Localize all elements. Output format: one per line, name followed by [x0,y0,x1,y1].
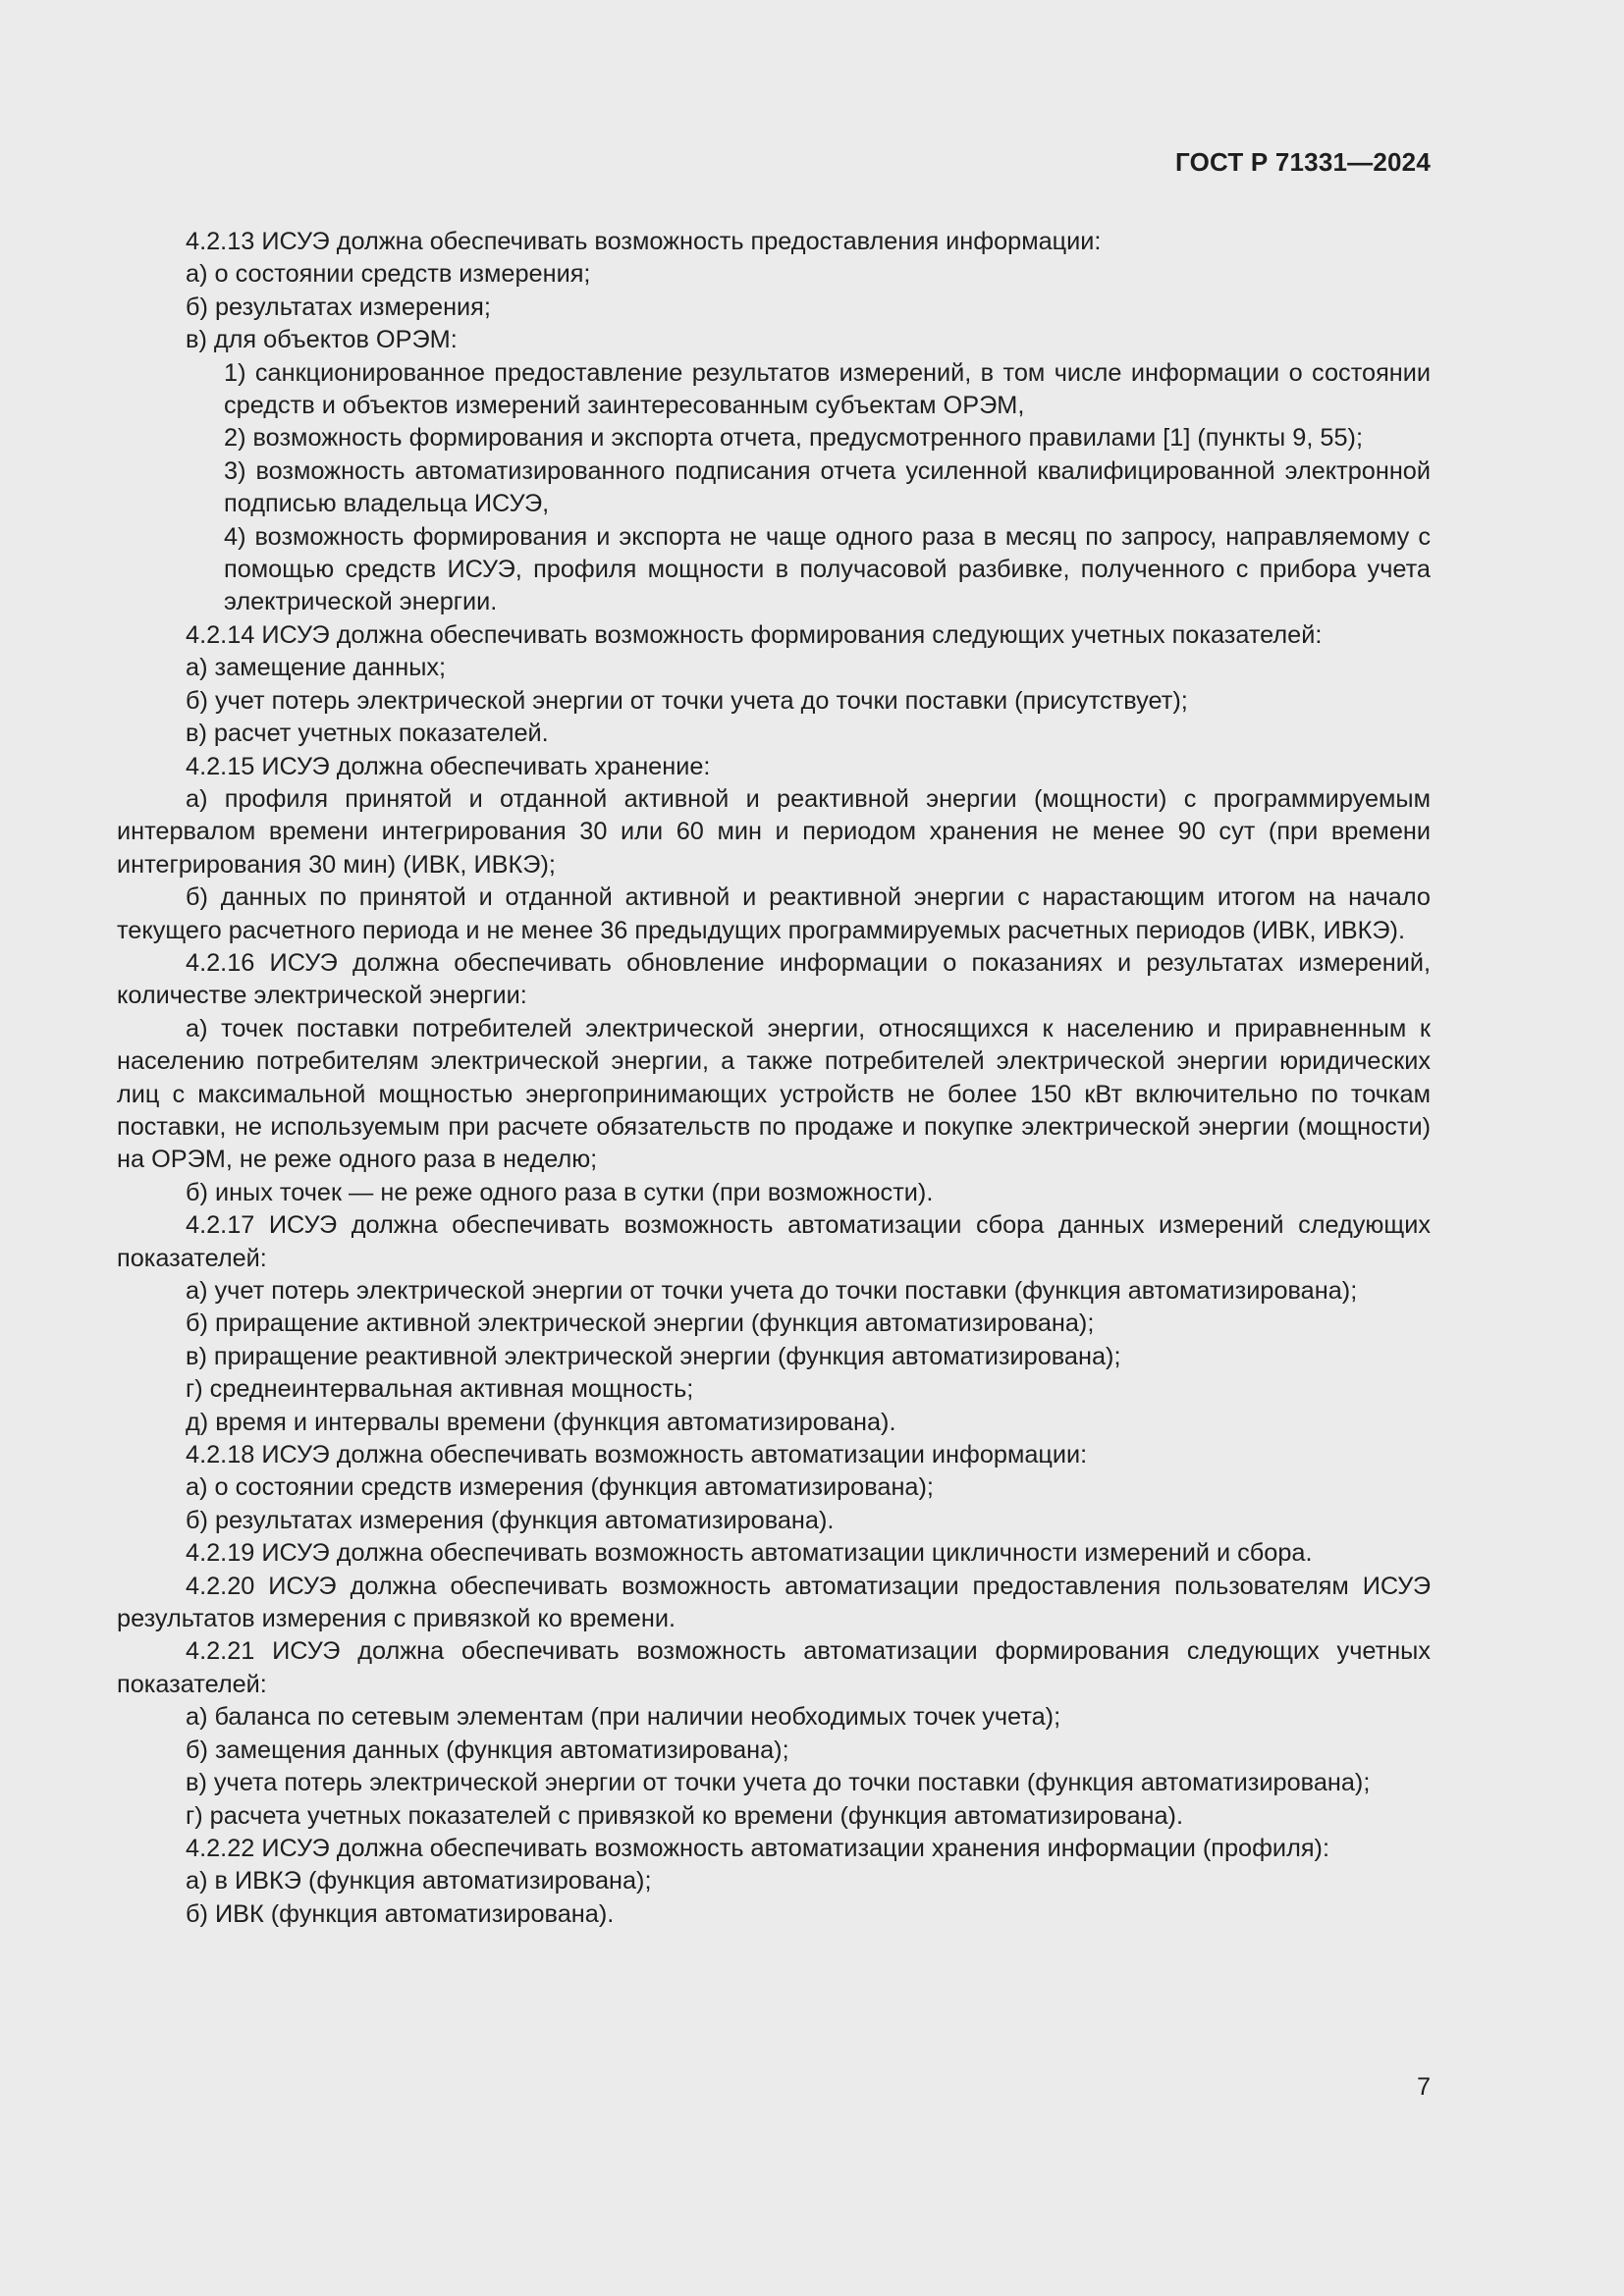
list-item: а) о состоянии средств измерения; [186,260,591,289]
paragraph: 4.2.22 ИСУЭ должна обеспечивать возможность автоматизации хранения информации (профиля): [186,1834,1329,1862]
sub-list-item: 2) возможность формирования и экспорта отчета, предусмотренного правилами [1] (пункты 9, 55); [224,424,1363,453]
sub-list-item: 3) возможность автоматизированного подписания отчета усиленной квалифицированной электронной подписью владельца ИСУЭ, [224,456,1431,518]
document-body [117,226,1431,1931]
list-item: б) результатах измерения; [186,293,491,321]
sub-list-item: 1) санкционированное предоставление результатов измерений, в том числе информации о состоянии средств и объектов измерений заинтересованным субъектам ОРЭМ, [224,358,1431,420]
list-item: б) данных по принятой и отданной активной и реактивной энергии с нарастающим итогом на начало текущего расчетного периода и не менее 36 предыдущих программируемых расчетных периодов (ИВК, ИВКЭ). [117,883,1431,944]
paragraph: 4.2.15 ИСУЭ должна обеспечивать хранение: [186,752,711,780]
list-item: а) точек поставки потребителей электрической энергии, относящихся к населению и приравненным к населению потребителям электрической энергии, а также потребителей электрической энергии юридических лиц с максимальной мощностью энергопринимающих устройств не более 150 кВт включительно по точкам поставки, не используемым при расчете обязательств по продаже и покупке электрической энергии (мощности) на ОРЭМ, не реже одного раза в неделю; [117,1014,1431,1174]
paragraph: 4.2.16 ИСУЭ должна обеспечивать обновление информации о показаниях и результатах измерений, количестве электрической энергии: [117,948,1431,1010]
list-item: а) профиля принятой и отданной активной и реактивной энергии (мощности) с программируемым интервалом времени интегрирования 30 или 60 мин и периодом хранения не менее 90 сут (при времени интегрирования 30 мин) (ИВК, ИВКЭ); [117,784,1431,879]
list-item: г) расчета учетных показателей с привязкой ко времени (функция автоматизирована). [186,1801,1184,1830]
list-item: б) приращение активной электрической энергии (функция автоматизирована); [186,1309,1095,1338]
list-item: б) иных точек — не реже одного раза в сутки (при возможности). [186,1178,934,1206]
list-item: в) приращение реактивной электрической энергии (функция автоматизирована); [186,1342,1121,1370]
list-item: в) для объектов ОРЭМ: [186,326,458,354]
document-code-header: ГОСТ Р 71331—2024 [1175,147,1431,177]
list-item: б) результатах измерения (функция автоматизирована). [186,1506,835,1534]
list-item: д) время и интервалы времени (функция автоматизирована). [186,1408,896,1436]
list-item: в) расчет учетных показателей. [186,720,549,748]
paragraph: 4.2.20 ИСУЭ должна обеспечивать возможность автоматизации предоставления пользователям ИСУЭ результатов измерения с привязкой ко времени. [117,1572,1431,1633]
list-item: б) ИВК (функция автоматизирована). [186,1899,615,1928]
list-item: а) в ИВКЭ (функция автоматизирована); [186,1867,652,1896]
paragraph: 4.2.18 ИСУЭ должна обеспечивать возможность автоматизации информации: [186,1441,1088,1469]
list-item: а) баланса по сетевым элементам (при наличии необходимых точек учета); [186,1703,1061,1732]
list-item: а) о состоянии средств измерения (функция автоматизирована); [186,1473,934,1502]
sub-list-item: 4) возможность формирования и экспорта не чаще одного раза в месяц по запросу, направляемому с помощью средств ИСУЭ, профиля мощности в получасовой разбивке, полученного с прибора учета электрической энергии. [224,522,1431,616]
list-item: б) учет потерь электрической энергии от точки учета до точки поставки (присутствует); [186,686,1188,715]
paragraph: 4.2.21 ИСУЭ должна обеспечивать возможность автоматизации формирования следующих учетных показателей: [117,1637,1431,1698]
list-item: а) замещение данных; [186,654,447,682]
page-number: 7 [1417,2073,1431,2101]
paragraph: 4.2.14 ИСУЭ должна обеспечивать возможность формирования следующих учетных показателей: [186,620,1323,649]
paragraph: 4.2.19 ИСУЭ должна обеспечивать возможность автоматизации цикличности измерений и сбора. [186,1539,1313,1568]
list-item: г) среднеинтервальная активная мощность; [186,1375,694,1404]
paragraph: 4.2.13 ИСУЭ должна обеспечивать возможность предоставления информации: [186,228,1102,255]
paragraph: 4.2.17 ИСУЭ должна обеспечивать возможность автоматизации сбора данных измерений следующих показателей: [117,1211,1431,1272]
list-item: в) учета потерь электрической энергии от точки учета до точки поставки (функция автоматизирована); [186,1769,1371,1797]
list-item: б) замещения данных (функция автоматизирована); [186,1735,789,1764]
list-item: а) учет потерь электрической энергии от точки учета до точки поставки (функция автоматизирована); [186,1277,1358,1305]
